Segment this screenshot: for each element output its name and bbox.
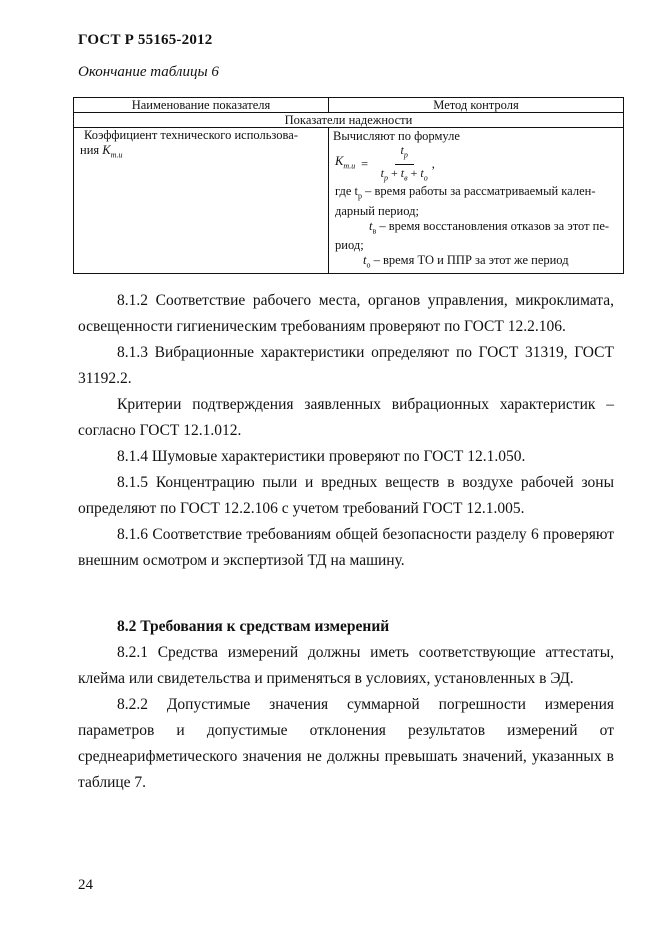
indicator-name-line1: Коэффициент технического использова-: [84, 128, 298, 142]
table-caption: Окончание таблицы 6: [78, 64, 219, 80]
paragraph-8-1-4: 8.1.4 Шумовые характеристики проверяют по ГОСТ 12.1.050.: [117, 448, 526, 465]
where-to-line: $t_о$ – время ТО и ППР за этот же период: [363, 253, 569, 270]
paragraph-8-1-6: 8.1.6 Соответствие требованиям общей безопасности разделу 6 проверяют внешним осмотром и экспертизой ТД на машину.: [78, 526, 614, 569]
where-tv-line2: риод;: [335, 238, 364, 252]
formula-k-ti: [333, 144, 619, 184]
table-header-row: [74, 98, 624, 113]
column-header-name: Наименование показателя: [74, 98, 329, 113]
formula-lhs: $K_{т.и}$: [335, 154, 356, 171]
section-reliability: Показатели надежности: [74, 113, 624, 128]
paragraph-8-2-1: 8.2.1 Средства измерений должны иметь соответствующие аттестаты, клейма или свидетельства и применяться в условиях, установленных в ЭД.: [78, 644, 614, 687]
where-tv-line1: $t_в$ – время восстановления отказов за этот пе-: [369, 218, 610, 235]
formula-numerator: $t_р$: [395, 143, 414, 164]
paragraph-8-2-2: 8.2.2 Допустимые значения суммарной погрешности измерения параметров и допустимые отклонения результатов измерений от среднеарифметического значения не должны превышать значений, указанных в таблице 7.: [78, 696, 614, 791]
page-number: 24: [78, 877, 93, 893]
section-heading-8-2: 8.2 Требования к средствам измерений: [117, 618, 390, 635]
formula-equals: =: [360, 156, 369, 171]
paragraph-8-1-5: 8.1.5 Концентрацию пыли и вредных веществ в воздухе рабочей зоны определяют по ГОСТ 12.2.106 с учетом требований ГОСТ 12.1.005.: [78, 474, 614, 517]
table-section-row: [74, 113, 624, 128]
body-text-8-2: [78, 614, 614, 796]
paragraph-8-1-2: 8.1.2 Соответствие рабочего места, органов управления, микроклимата, освещенности гигиеническим требованиям проверяют по ГОСТ 12.2.106.: [78, 292, 614, 335]
symbol-k-ti: $K_{т.и}$: [102, 143, 123, 160]
formula-denominator: $t_р + t_в + t_о$: [380, 165, 428, 182]
table-6-continuation: [73, 97, 624, 274]
indicator-name-cell: [74, 128, 329, 274]
method-cell: [329, 128, 624, 274]
table-row: [74, 128, 624, 274]
body-text-8-1: [78, 288, 614, 574]
indicator-name-line2: ния $K_{т.и}$: [80, 143, 123, 160]
where-tp-line2: дарный период;: [335, 203, 419, 218]
formula-comma: ,: [431, 156, 435, 171]
where-tp-line1: где $t_р$ – время работы за рассматриваемый кален-: [335, 184, 596, 201]
paragraph-vibration-criteria: Критерии подтверждения заявленных вибрационных характеристик – согласно ГОСТ 12.1.012.: [78, 396, 614, 439]
method-intro: Вычисляют по формуле: [333, 129, 460, 143]
paragraph-8-1-3: 8.1.3 Вибрационные характеристики определяют по ГОСТ 31319, ГОСТ 31192.2.: [78, 344, 614, 387]
formula-fraction: [377, 143, 432, 185]
document-code-header: ГОСТ Р 55165-2012: [78, 32, 213, 48]
column-header-method: Метод контроля: [329, 98, 624, 113]
